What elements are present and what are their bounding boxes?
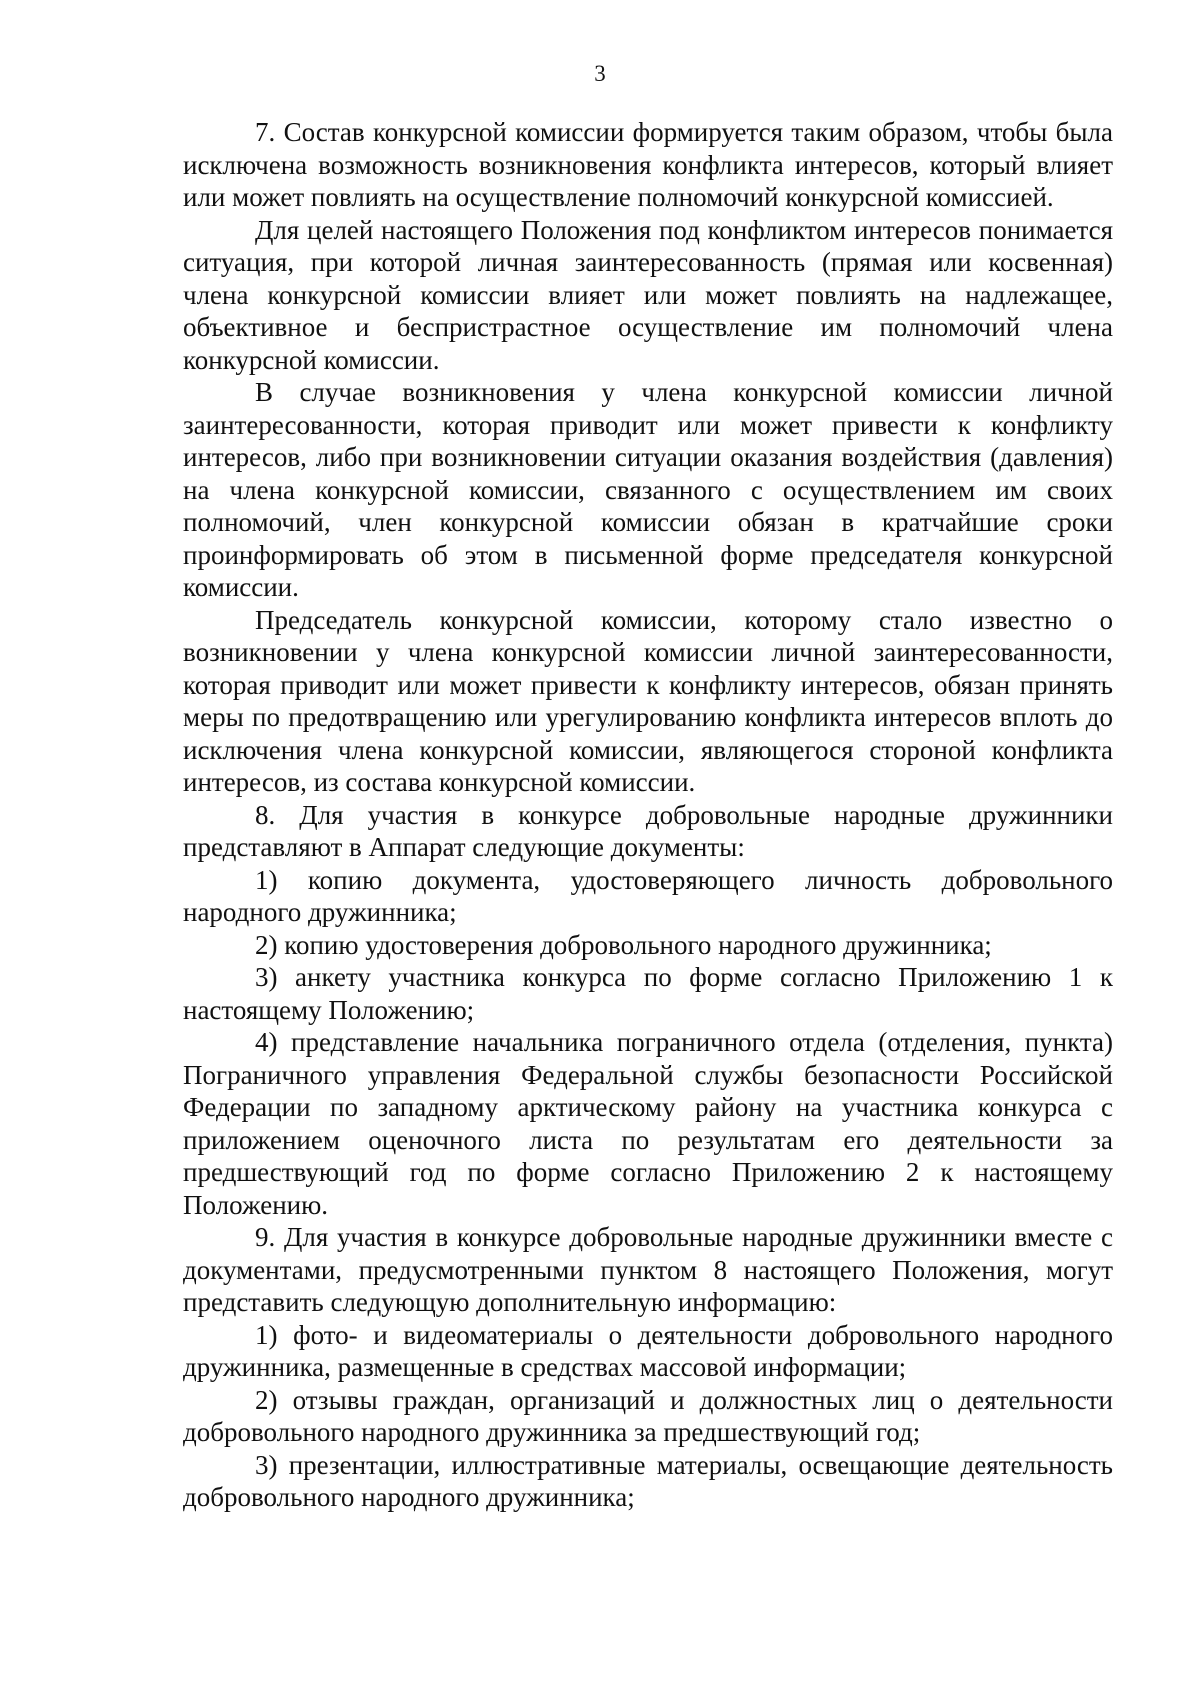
paragraph-8-required-documents: 8. Для участия в конкурсе добровольные народные дружинники представляют в Аппарат следующие документы:	[183, 799, 1113, 862]
page-number: 3	[594, 61, 606, 86]
paragraph-personal-interest-notification: В случае возникновения у члена конкурсной комиссии личной заинтересованности, которая приводит или может привести к конфликту интересов, либо при возникновении ситуации оказания воздействия (давления) на члена конкурсной комиссии, связанного с осуществлением им своих полномочий, член конкурсной комиссии обязан в кратчайшие сроки проинформировать об этом в письменной форме председателя конкурсной комиссии.	[183, 377, 1113, 602]
list-item-9-2: 2) отзывы граждан, организаций и должностных лиц о деятельности добровольного народного дружинника за предшествующий год;	[183, 1384, 1113, 1447]
list-item-8-1: 1) копию документа, удостоверяющего личность добровольного народного дружинника;	[183, 864, 1113, 927]
list-item-8-2: 2) копию удостоверения добровольного народного дружинника;	[255, 929, 992, 960]
list-item-9-3: 3) презентации, иллюстративные материалы, освещающие деятельность добровольного народного дружинника;	[183, 1449, 1113, 1512]
paragraph-chairman-measures: Председатель конкурсной комиссии, которому стало известно о возникновении у члена конкурсной комиссии личной заинтересованности, которая приводит или может привести к конфликту интересов, обязан принять меры по предотвращению или урегулированию конфликта интересов вплоть до исключения члена конкурсной комиссии, являющегося стороной конфликта интересов, из состава конкурсной комиссии.	[183, 604, 1113, 797]
paragraph-7-commission-composition: 7. Состав конкурсной комиссии формируется таким образом, чтобы была исключена возможность возникновения конфликта интересов, который влияет или может повлиять на осуществление полномочий конкурсной комиссией.	[183, 117, 1113, 212]
list-item-8-4: 4) представление начальника пограничного отдела (отделения, пункта) Пограничного управления Федеральной службы безопасности Российской Федерации по западному арктическому району на участника конкурса с приложением оценочного листа по результатам его деятельности за предшествующий год по форме согласно Приложению 2 к настоящему Положению.	[183, 1027, 1113, 1220]
list-item-8-3: 3) анкету участника конкурса по форме согласно Приложению 1 к настоящему Положению;	[183, 962, 1113, 1025]
document-body	[183, 116, 1113, 1514]
paragraph-conflict-of-interest-definition: Для целей настоящего Положения под конфликтом интересов понимается ситуация, при которой личная заинтересованность (прямая или косвенная) члена конкурсной комиссии влияет или может повлиять на надлежащее, объективное и беспристрастное осуществление им полномочий члена конкурсной комиссии.	[183, 214, 1113, 375]
paragraph-9-additional-information: 9. Для участия в конкурсе добровольные народные дружинники вместе с документами, предусмотренными пунктом 8 настоящего Положения, могут представить следующую дополнительную информацию:	[183, 1222, 1113, 1317]
list-item-9-1: 1) фото- и видеоматериалы о деятельности добровольного народного дружинника, размещенные в средствах массовой информации;	[183, 1319, 1113, 1382]
